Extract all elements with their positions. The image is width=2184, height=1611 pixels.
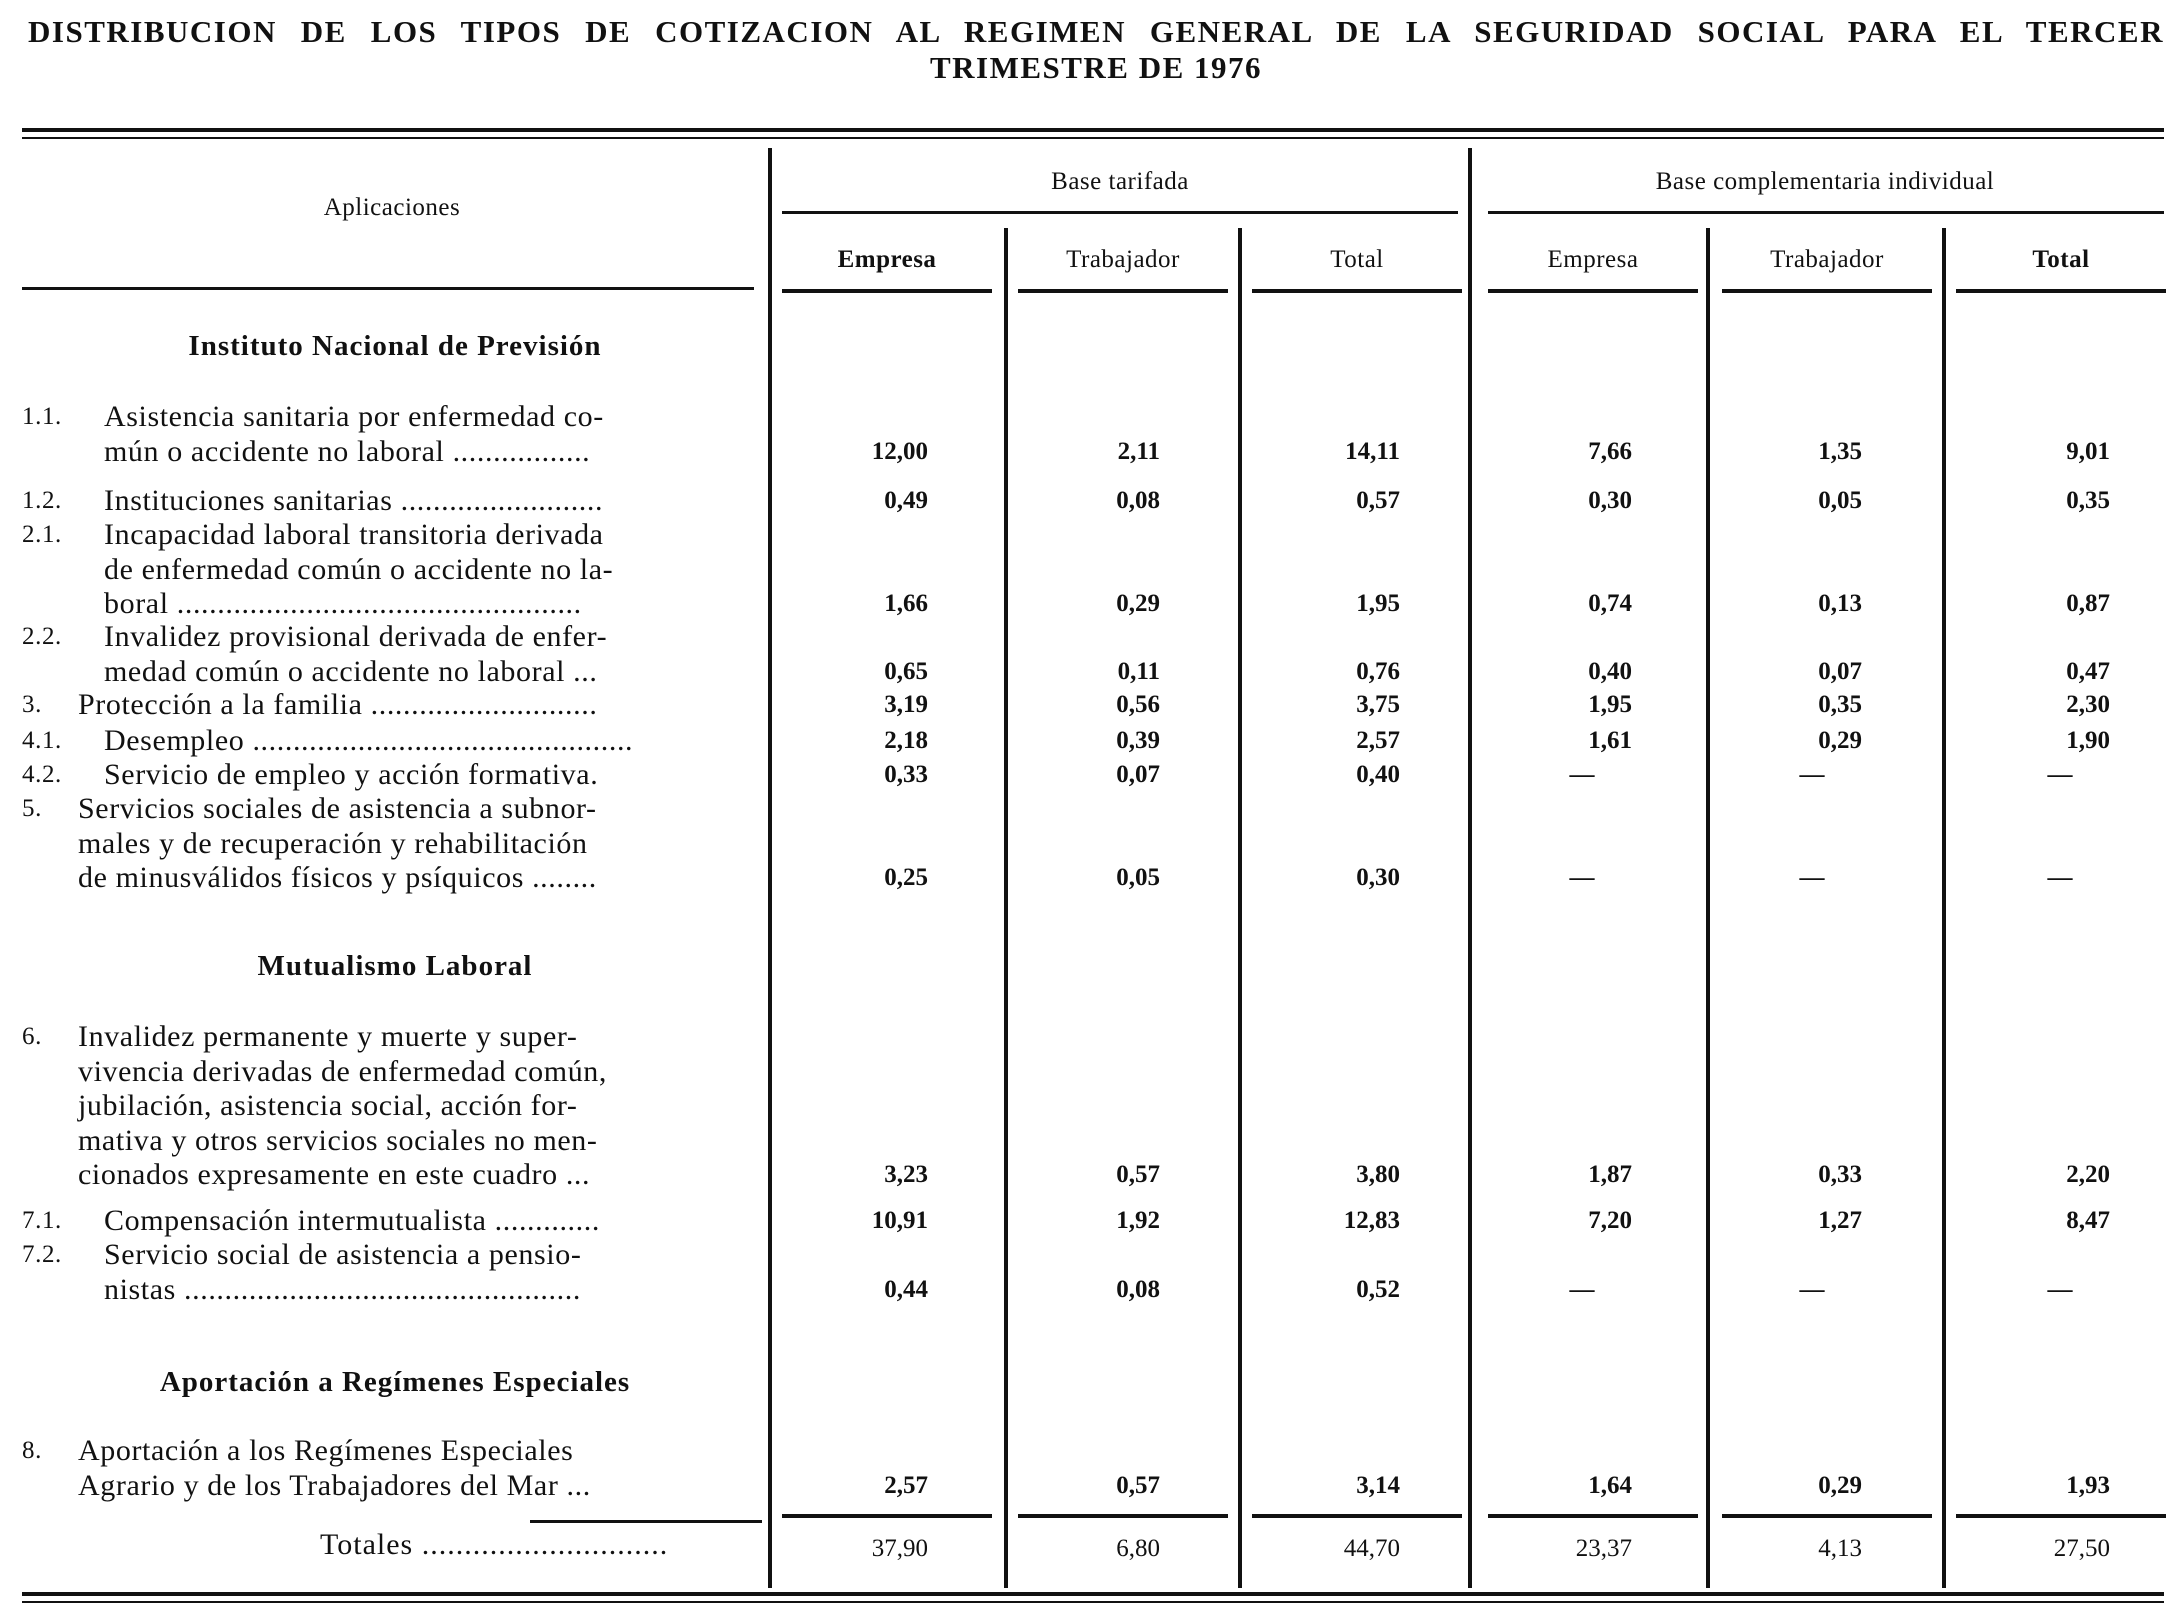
- table-cell: 0,29: [1818, 1471, 1862, 1499]
- row-label: [22, 1020, 762, 1193]
- table-cell: —: [1799, 1275, 1825, 1303]
- totals-rule-c5: [1722, 1514, 1932, 1518]
- row-text: Invalidez provisional derivada de enfer- medad común o accidente no laboral ...: [104, 620, 608, 688]
- header-bottom-rule-c6: [1956, 289, 2166, 293]
- table-cell: 0,57: [1356, 487, 1400, 514]
- table-cell: 0,52: [1356, 1275, 1400, 1303]
- table-cell: 1,64: [1588, 1471, 1632, 1499]
- table-cell: 0,30: [1356, 864, 1400, 891]
- table-cell: 1,92: [1116, 1207, 1160, 1234]
- header-group-rule-2: [1488, 211, 2164, 214]
- table-cell: 0,08: [1116, 1275, 1160, 1303]
- table-cell: 9,01: [2066, 437, 2110, 465]
- header-bottom-rule-c5: [1722, 289, 1932, 293]
- row-label: [22, 758, 762, 793]
- header-bottom-rule-c4: [1488, 289, 1698, 293]
- top-rule-1: [22, 128, 2164, 132]
- row-text: Protección a la familia ............................: [78, 688, 598, 721]
- table-cell: 2,57: [1356, 727, 1400, 754]
- table-cell: 14,11: [1345, 437, 1400, 465]
- table-cell: 1,95: [1356, 590, 1400, 617]
- row-label: [22, 688, 762, 723]
- row-label: [22, 620, 762, 689]
- table-cell: 0,40: [1588, 657, 1632, 685]
- table-cell: 1,95: [1588, 691, 1632, 718]
- totals-rule-label: [530, 1520, 762, 1523]
- bottom-rule-2: [22, 1601, 2164, 1603]
- top-rule-2: [22, 137, 2164, 139]
- row-number: 4.2.: [22, 761, 62, 788]
- table-cell: 1,90: [2066, 727, 2110, 754]
- table-cell: 2,30: [2066, 691, 2110, 718]
- row-number: 8.: [22, 1437, 42, 1464]
- header-aplicaciones: Aplicaciones: [323, 194, 461, 221]
- table-cell: 1,93: [2066, 1471, 2110, 1499]
- header-group-rule-1: [782, 211, 1458, 214]
- table-cell: 7,66: [1588, 437, 1632, 465]
- totals-cell: 37,90: [871, 1535, 928, 1562]
- table-cell: 7,20: [1588, 1207, 1632, 1234]
- section-heading-aportacion: Aportación a Regímenes Especiales: [159, 1366, 631, 1398]
- table-cell: 0,87: [2066, 590, 2110, 617]
- table-cell: 2,57: [884, 1471, 928, 1499]
- row-text: Servicio de empleo y acción formativa.: [104, 758, 599, 791]
- totals-rule-c3: [1252, 1514, 1462, 1518]
- row-number: 5.: [22, 795, 42, 822]
- table-cell: 2,20: [2066, 1161, 2110, 1188]
- table-cell: 0,49: [884, 487, 928, 514]
- header-base-tarifada: Base tarifada: [1051, 168, 1189, 195]
- table-cell: —: [1799, 864, 1825, 891]
- table-cell: 0,25: [884, 864, 928, 891]
- table-cell: 10,91: [871, 1207, 928, 1234]
- row-number: 7.2.: [22, 1241, 62, 1268]
- table-cell: 0,07: [1116, 761, 1160, 788]
- totals-rule-c2: [1018, 1514, 1228, 1518]
- table-cell: 0,74: [1588, 590, 1632, 617]
- table-cell: 0,44: [884, 1275, 928, 1303]
- column-divider-6: [1942, 228, 1946, 1588]
- totals-label: Totales .............................: [320, 1528, 669, 1561]
- table-cell: 0,11: [1117, 657, 1160, 685]
- table-cell: 0,39: [1116, 727, 1160, 754]
- col-header-bc-total: Total: [2032, 246, 2090, 273]
- title-line-1: DISTRIBUCION DE LOS TIPOS DE COTIZACION AL REGIMEN GENERAL DE LA SEGURIDAD SOCIAL PARA EL TERCER: [28, 14, 2164, 49]
- table-cell: 0,29: [1116, 590, 1160, 617]
- table-cell: 0,65: [884, 657, 928, 685]
- table-cell: 0,35: [1818, 691, 1862, 718]
- table-cell: 3,19: [884, 691, 928, 718]
- table-cell: 12,00: [871, 437, 928, 465]
- row-number: 7.1.: [22, 1207, 62, 1234]
- col-header-bt-empresa: Empresa: [837, 246, 937, 273]
- totals-rule-c1: [782, 1514, 992, 1518]
- table-cell: —: [2047, 864, 2073, 891]
- row-text: Asistencia sanitaria por enfermedad co- mún o accidente no laboral .................: [104, 400, 604, 468]
- row-text: Instituciones sanitarias .........................: [104, 484, 604, 517]
- row-text: Incapacidad laboral transitoria derivada de enfermedad común o accidente no la- boral ..................................................: [104, 518, 614, 620]
- table-cell: 0,33: [884, 761, 928, 788]
- table-cell: 1,87: [1588, 1161, 1632, 1188]
- row-text: Compensación intermutualista .............: [104, 1204, 600, 1237]
- table-cell: 0,05: [1818, 487, 1862, 514]
- row-text: Aportación a los Regímenes Especiales Agrario y de los Trabajadores del Mar ...: [78, 1434, 591, 1502]
- col-header-bt-total: Total: [1330, 246, 1384, 273]
- row-number: 6.: [22, 1023, 42, 1050]
- header-bottom-rule-c2: [1018, 289, 1228, 293]
- totals-cell: 23,37: [1575, 1535, 1632, 1562]
- table-cell: 2,11: [1117, 437, 1160, 465]
- table-cell: —: [1569, 1275, 1595, 1303]
- table-cell: 12,83: [1343, 1207, 1400, 1234]
- bottom-rule-1: [22, 1592, 2164, 1596]
- row-number: 1.1.: [22, 403, 62, 430]
- table-title: [28, 14, 2164, 86]
- table-cell: 0,08: [1116, 487, 1160, 514]
- header-bottom-rule-c3: [1252, 289, 1462, 293]
- row-label: [22, 518, 762, 622]
- totals-cell: 44,70: [1343, 1535, 1400, 1562]
- header-bottom-rule-c1: [782, 289, 992, 293]
- table-cell: 0,29: [1818, 727, 1862, 754]
- row-number: 2.1.: [22, 521, 62, 548]
- table-cell: 0,40: [1356, 761, 1400, 788]
- totals-cell: 6,80: [1116, 1535, 1160, 1562]
- table-cell: 1,27: [1818, 1207, 1862, 1234]
- table-cell: 0,07: [1818, 657, 1862, 685]
- row-number: 1.2.: [22, 487, 62, 514]
- table-cell: 0,33: [1818, 1161, 1862, 1188]
- col-header-bc-trabajador: Trabajador: [1770, 246, 1884, 273]
- table-cell: 3,23: [884, 1161, 928, 1188]
- table-cell: 0,57: [1116, 1161, 1160, 1188]
- table-cell: —: [2047, 1275, 2073, 1303]
- table-cell: —: [1569, 761, 1595, 788]
- row-label: [22, 1238, 762, 1307]
- header-bottom-rule-label: [22, 287, 754, 290]
- table-cell: 1,61: [1588, 727, 1632, 754]
- totals-rule-c6: [1956, 1514, 2166, 1518]
- column-divider-3: [1004, 228, 1008, 1588]
- totals-cell: 4,13: [1818, 1535, 1862, 1562]
- title-line-2: TRIMESTRE DE 1976: [929, 50, 1263, 85]
- column-divider-5: [1706, 228, 1710, 1588]
- table-cell: 0,56: [1116, 691, 1160, 718]
- table-cell: 1,35: [1818, 437, 1862, 465]
- table-cell: 0,76: [1356, 657, 1400, 685]
- table-cell: 1,66: [884, 590, 928, 617]
- column-divider-4: [1238, 228, 1242, 1588]
- table-cell: 0,35: [2066, 487, 2110, 514]
- table-cell: 0,57: [1116, 1471, 1160, 1499]
- row-label: [22, 1434, 762, 1503]
- row-number: 2.2.: [22, 623, 62, 650]
- table-cell: 0,05: [1116, 864, 1160, 891]
- table-cell: 3,80: [1356, 1161, 1400, 1188]
- table-cell: 3,14: [1356, 1471, 1400, 1499]
- row-text: Desempleo ...............................................: [104, 724, 634, 757]
- table-cell: 0,30: [1588, 487, 1632, 514]
- row-label: [22, 724, 762, 759]
- table-cell: —: [1799, 761, 1825, 788]
- row-number: 4.1.: [22, 727, 62, 754]
- row-text: Invalidez permanente y muerte y super- vivencia derivadas de enfermedad común, jubilación, asistencia social, acción for- mativa y otros servicios sociales no men- cionados expresamente en este cuadro ...: [78, 1020, 608, 1191]
- table-cell: 0,47: [2066, 657, 2110, 685]
- header-base-complementaria: Base complementaria individual: [1655, 168, 1995, 195]
- row-text: Servicio social de asistencia a pensio- nistas .................................................: [104, 1238, 582, 1306]
- row-label: [22, 1204, 762, 1239]
- row-label: [22, 484, 762, 519]
- row-number: 3.: [22, 691, 42, 718]
- row-text: Servicios sociales de asistencia a subnor- males y de recuperación y rehabilitación de minusválidos físicos y psíquicos ........: [78, 792, 597, 894]
- table-cell: —: [2047, 761, 2073, 788]
- section-heading-mutualismo: Mutualismo Laboral: [257, 950, 533, 982]
- row-label: [22, 400, 762, 469]
- table-cell: 0,13: [1818, 590, 1862, 617]
- table-cell: 3,75: [1356, 691, 1400, 718]
- col-header-bt-trabajador: Trabajador: [1066, 246, 1180, 273]
- table-cell: 8,47: [2066, 1207, 2110, 1234]
- table-cell: —: [1569, 864, 1595, 891]
- col-header-bc-empresa: Empresa: [1547, 246, 1639, 273]
- column-divider-2: [1468, 148, 1472, 1588]
- totals-rule-c4: [1488, 1514, 1698, 1518]
- totals-cell: 27,50: [2053, 1535, 2110, 1562]
- table-cell: 2,18: [884, 727, 928, 754]
- row-label: [22, 792, 762, 896]
- section-heading-inp: Instituto Nacional de Previsión: [188, 330, 602, 362]
